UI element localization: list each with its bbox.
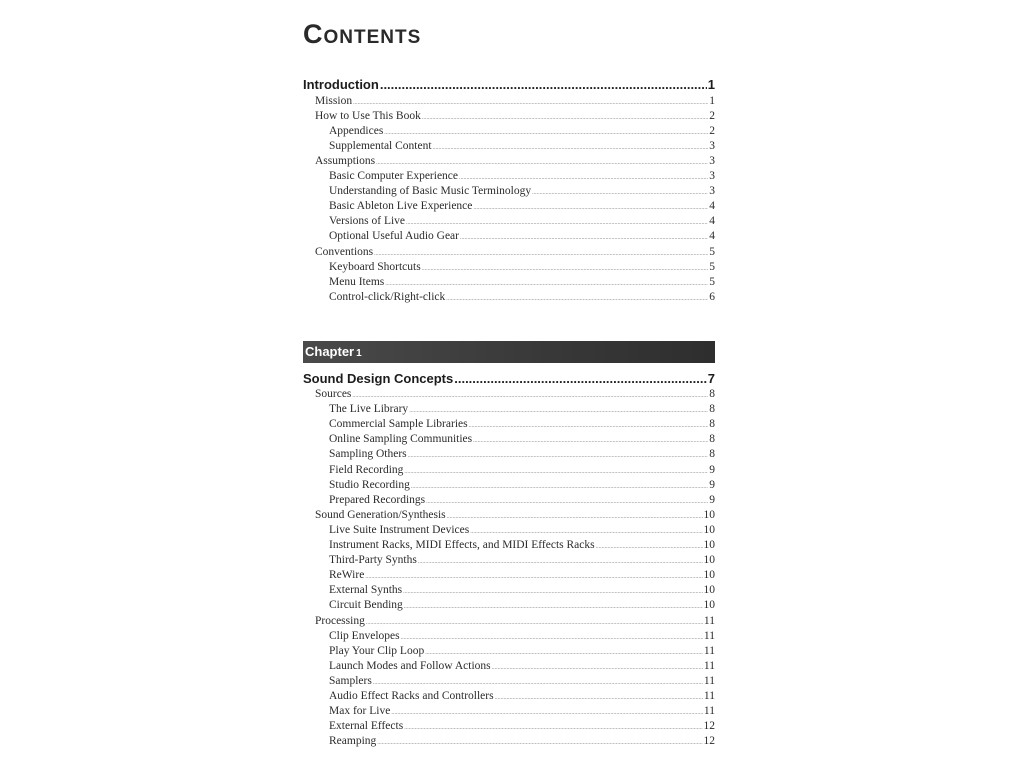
toc-entry[interactable]	[329, 583, 715, 598]
toc-entry[interactable]	[329, 214, 715, 229]
toc-entry[interactable]	[329, 538, 715, 553]
toc-page-number: 7	[707, 371, 715, 386]
toc-entry-label: Samplers	[329, 674, 372, 687]
toc-page-number: 2	[709, 110, 715, 123]
toc-page-number: 3	[709, 155, 715, 168]
toc-entry[interactable]	[315, 109, 715, 124]
toc-entry-label: Sound Generation/Synthesis	[315, 508, 446, 521]
page-title: Contents	[303, 19, 422, 49]
toc-entry[interactable]	[329, 432, 715, 447]
toc-entry-label: Menu Items	[329, 275, 385, 288]
toc-entry-label: Understanding of Basic Music Terminology	[329, 185, 532, 198]
toc-heading-introduction[interactable]	[303, 76, 715, 94]
toc-entry-label: Commercial Sample Libraries	[329, 418, 468, 431]
toc-page-number: 5	[709, 275, 715, 288]
toc-entry-label: Studio Recording	[329, 478, 410, 491]
toc-heading-label: Sound Design Concepts	[303, 371, 454, 386]
toc-entry-label: The Live Library	[329, 403, 409, 416]
chapter-number: 1	[356, 348, 362, 359]
toc-entry[interactable]	[329, 719, 715, 734]
toc-page-number: 11	[703, 705, 715, 718]
toc-entry[interactable]	[315, 245, 715, 260]
chapter-label: Chapter	[305, 344, 355, 359]
toc-page-number: 8	[709, 433, 715, 446]
toc-entry[interactable]	[329, 493, 715, 508]
toc-entry[interactable]	[329, 184, 715, 199]
toc-entry[interactable]	[329, 260, 715, 275]
toc-entry-label: Processing	[315, 614, 365, 627]
toc-entry-label: Third-Party Synths	[329, 554, 417, 567]
toc-entry[interactable]	[329, 568, 715, 583]
toc-entry[interactable]	[329, 523, 715, 538]
toc-page-number: 11	[703, 674, 715, 687]
toc-entry[interactable]	[329, 644, 715, 659]
toc-entry-label: Control-click/Right-click	[329, 290, 446, 303]
toc-entry[interactable]	[329, 169, 715, 184]
toc-entry-label: Reamping	[329, 735, 377, 748]
toc-entry[interactable]	[329, 734, 715, 749]
toc-entry-label: Instrument Racks, MIDI Effects, and MIDI Effects Racks	[329, 539, 595, 551]
toc-entry[interactable]	[329, 447, 715, 462]
toc-entry[interactable]	[329, 704, 715, 719]
toc-page-number: 11	[703, 644, 715, 657]
toc-page-number: 3	[709, 185, 715, 198]
toc-page-number: 10	[703, 569, 715, 582]
toc-entry-label: ReWire	[329, 569, 365, 582]
leader-dots	[380, 76, 707, 94]
toc-page-number: 3	[709, 140, 715, 153]
toc-entry[interactable]	[329, 124, 715, 139]
toc-entry-label: Sources	[315, 388, 352, 400]
toc-page-number: 1	[707, 77, 715, 92]
toc-page-number: 8	[709, 388, 715, 400]
toc-entry[interactable]	[329, 402, 715, 417]
toc-entry-label: Basic Ableton Live Experience	[329, 200, 473, 213]
toc-page-number: 11	[703, 614, 715, 627]
toc-page-number: 10	[703, 523, 715, 536]
toc-entry[interactable]	[329, 598, 715, 613]
toc-entry-label: Optional Useful Audio Gear	[329, 230, 459, 243]
leader-dots	[454, 370, 707, 388]
toc-page-number: 11	[703, 659, 715, 672]
toc-entry-label: Conventions	[315, 245, 374, 258]
toc-entry-label: Versions of Live	[329, 215, 406, 228]
toc-page-number: 6	[709, 290, 715, 303]
toc-page-number: 10	[703, 584, 715, 597]
toc-page-number: 4	[709, 230, 715, 243]
toc-entry-label: Max for Live	[329, 705, 391, 718]
toc-entry-label: Basic Computer Experience	[329, 170, 459, 183]
leader-dots	[446, 292, 708, 307]
toc-entry[interactable]	[315, 508, 715, 523]
toc-page-number: 4	[709, 200, 715, 213]
toc-page-number: 10	[703, 508, 715, 521]
toc-entry-label: External Synths	[329, 584, 403, 597]
toc-page-number: 5	[709, 260, 715, 273]
toc-entry-label: External Effects	[329, 720, 404, 733]
toc-page-number: 10	[703, 599, 715, 612]
toc-entry[interactable]	[329, 689, 715, 704]
toc-entry-label: How to Use This Book	[315, 110, 421, 123]
toc-entry-label: Prepared Recordings	[329, 493, 426, 506]
toc-entry[interactable]	[315, 154, 715, 169]
toc-page-number: 8	[709, 448, 715, 461]
toc-page-number: 4	[709, 215, 715, 228]
toc-entry-label: Keyboard Shortcuts	[329, 260, 421, 273]
leader-dots	[377, 736, 702, 751]
toc-entry-label: Supplemental Content	[329, 140, 432, 153]
toc-entry[interactable]	[315, 614, 715, 629]
toc-entry[interactable]	[329, 659, 715, 674]
toc-entry[interactable]	[329, 290, 715, 305]
toc-page-number: 12	[703, 720, 715, 733]
toc-entry-label: Online Sampling Communities	[329, 433, 473, 446]
toc-page-number: 8	[709, 418, 715, 431]
toc-entry[interactable]	[329, 139, 715, 154]
toc-page-number: 2	[709, 125, 715, 138]
toc-entry-label: Sampling Others	[329, 448, 407, 461]
toc-page-number: 11	[703, 690, 715, 702]
toc-heading-sound-design-concepts[interactable]	[303, 370, 715, 388]
toc-page-number: 12	[703, 735, 715, 748]
toc-entry-label: Mission	[315, 95, 353, 107]
toc-entry[interactable]	[329, 229, 715, 244]
toc-entry[interactable]	[315, 94, 715, 109]
toc-heading-label: Introduction	[303, 77, 379, 92]
toc-page-number: 1	[709, 95, 715, 107]
toc-entry-label: Play Your Clip Loop	[329, 644, 425, 657]
toc-page-number: 10	[703, 539, 715, 551]
toc-entry-label: Clip Envelopes	[329, 629, 400, 642]
toc-entry-label: Circuit Bending	[329, 599, 403, 612]
toc-page-number: 10	[703, 554, 715, 567]
toc-entry[interactable]	[329, 674, 715, 689]
toc-entry[interactable]	[329, 553, 715, 568]
toc-entry[interactable]	[329, 478, 715, 493]
toc-entry-label: Assumptions	[315, 155, 376, 168]
toc-page-number: 9	[709, 478, 715, 491]
toc-page-number: 5	[709, 245, 715, 258]
toc-page-number: 8	[709, 403, 715, 416]
toc-entry-label: Field Recording	[329, 463, 404, 476]
toc-entry-label: Appendices	[329, 125, 384, 138]
toc-entry[interactable]	[329, 199, 715, 214]
toc-page	[303, 0, 715, 768]
toc-entry-label: Audio Effect Racks and Controllers	[329, 690, 494, 702]
chapter-banner	[303, 341, 715, 363]
toc-page-number: 9	[709, 493, 715, 506]
toc-entry[interactable]	[329, 275, 715, 290]
toc-entry-label: Launch Modes and Follow Actions	[329, 659, 491, 672]
toc-entry[interactable]	[329, 417, 715, 432]
toc-entry[interactable]	[329, 463, 715, 478]
toc-entry[interactable]	[329, 629, 715, 644]
toc-page-number: 11	[703, 629, 715, 642]
toc-entry-label: Live Suite Instrument Devices	[329, 523, 470, 536]
toc-page-number: 9	[709, 463, 715, 476]
toc-page-number: 3	[709, 170, 715, 183]
toc-entry[interactable]	[315, 387, 715, 402]
